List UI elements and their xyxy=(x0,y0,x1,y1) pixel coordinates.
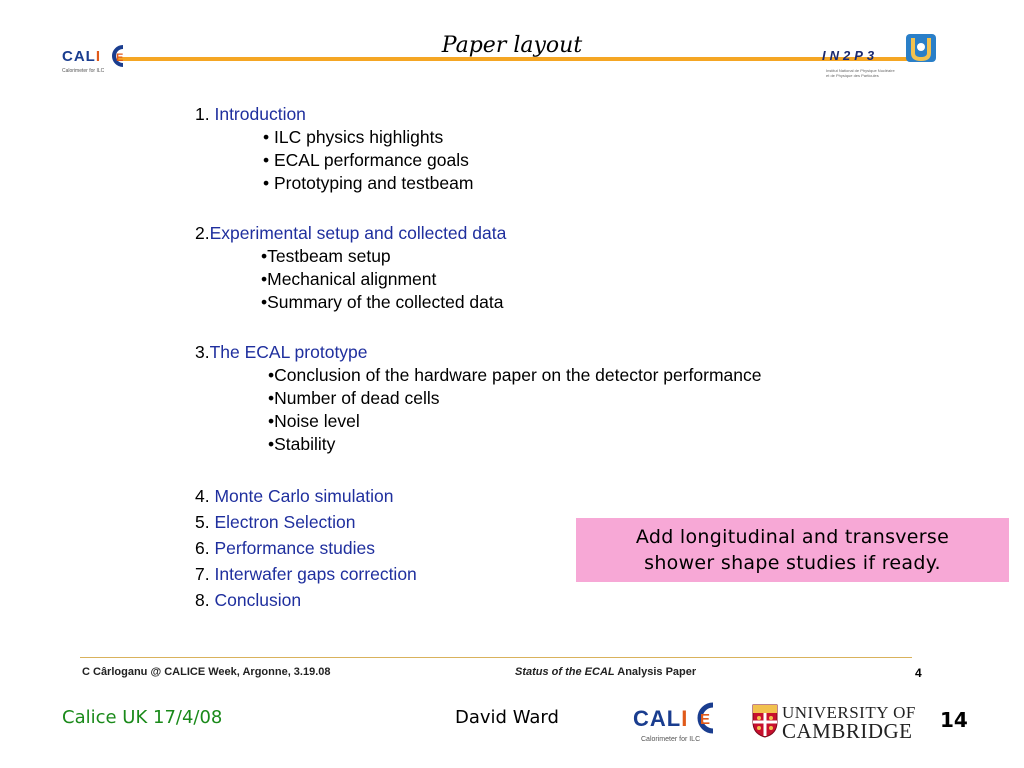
list-item: •Mechanical alignment xyxy=(261,269,437,289)
outline-item-5: 5. Electron Selection xyxy=(195,512,356,532)
list-item: • Prototyping and testbeam xyxy=(263,173,474,193)
outline-item-7: 7. Interwafer gaps correction xyxy=(195,564,417,584)
calice-e-icon xyxy=(689,702,719,734)
slide-number: 14 xyxy=(940,708,968,732)
in2p3-logo-text: IN2P3 xyxy=(822,48,879,63)
cambridge-shield-icon xyxy=(752,704,778,738)
annotation-note: Add longitudinal and transverse shower shape studies if ready. xyxy=(576,518,1009,582)
list-item: • ILC physics highlights xyxy=(263,127,444,147)
outline-section-1: 1. Introduction • ILC physics highlights • ECAL performance goals • Prototyping and testbeam xyxy=(195,103,762,195)
list-item: •Number of dead cells xyxy=(268,388,440,408)
outline-item-6: 6. Performance studies xyxy=(195,538,375,558)
list-item: • ECAL performance goals xyxy=(263,150,469,170)
list-item: •Stability xyxy=(268,434,336,454)
outline-item-4: 4. Monte Carlo simulation xyxy=(195,486,394,506)
outline-item-8: 8. Conclusion xyxy=(195,590,302,610)
list-item: •Summary of the collected data xyxy=(261,292,504,312)
slide-title: Paper layout xyxy=(441,33,583,58)
outline-section-3: 3.The ECAL prototype •Conclusion of the hardware paper on the detector performance •Number of dead cells •Noise level •Stability xyxy=(195,342,762,454)
in2p3-emblem-icon xyxy=(905,33,937,63)
outline-section-2: 2.Experimental setup and collected data •Testbeam setup •Mechanical alignment •Summary of the collected data xyxy=(195,222,762,314)
inner-footer-rule xyxy=(80,657,912,658)
inner-footer-author: C Cârloganu @ CALICE Week, Argonne, 3.19.08 xyxy=(82,666,331,678)
in2p3-subtitle: Institut National de Physique Nucléaire et de Physique des Particules xyxy=(826,68,895,78)
list-item: •Testbeam setup xyxy=(261,246,391,266)
svg-text:E: E xyxy=(116,52,124,64)
calice-footer-logo: CALI E Calorimeter for ILC xyxy=(633,700,713,750)
footer-author: David Ward xyxy=(455,707,559,728)
calice-logo: CALI E Calorimeter for ILC xyxy=(62,44,132,76)
inner-footer-title: Status of the ECAL Analysis Paper xyxy=(515,666,697,678)
cambridge-wordmark: UNIVERSITY OF CAMBRIDGE xyxy=(782,703,916,743)
inner-page-number: 4 xyxy=(915,666,922,680)
list-item: •Conclusion of the hardware paper on the detector performance xyxy=(268,365,762,385)
footer-date: Calice UK 17/4/08 xyxy=(62,707,223,728)
list-item: •Noise level xyxy=(268,411,360,431)
svg-text:E: E xyxy=(700,711,711,728)
